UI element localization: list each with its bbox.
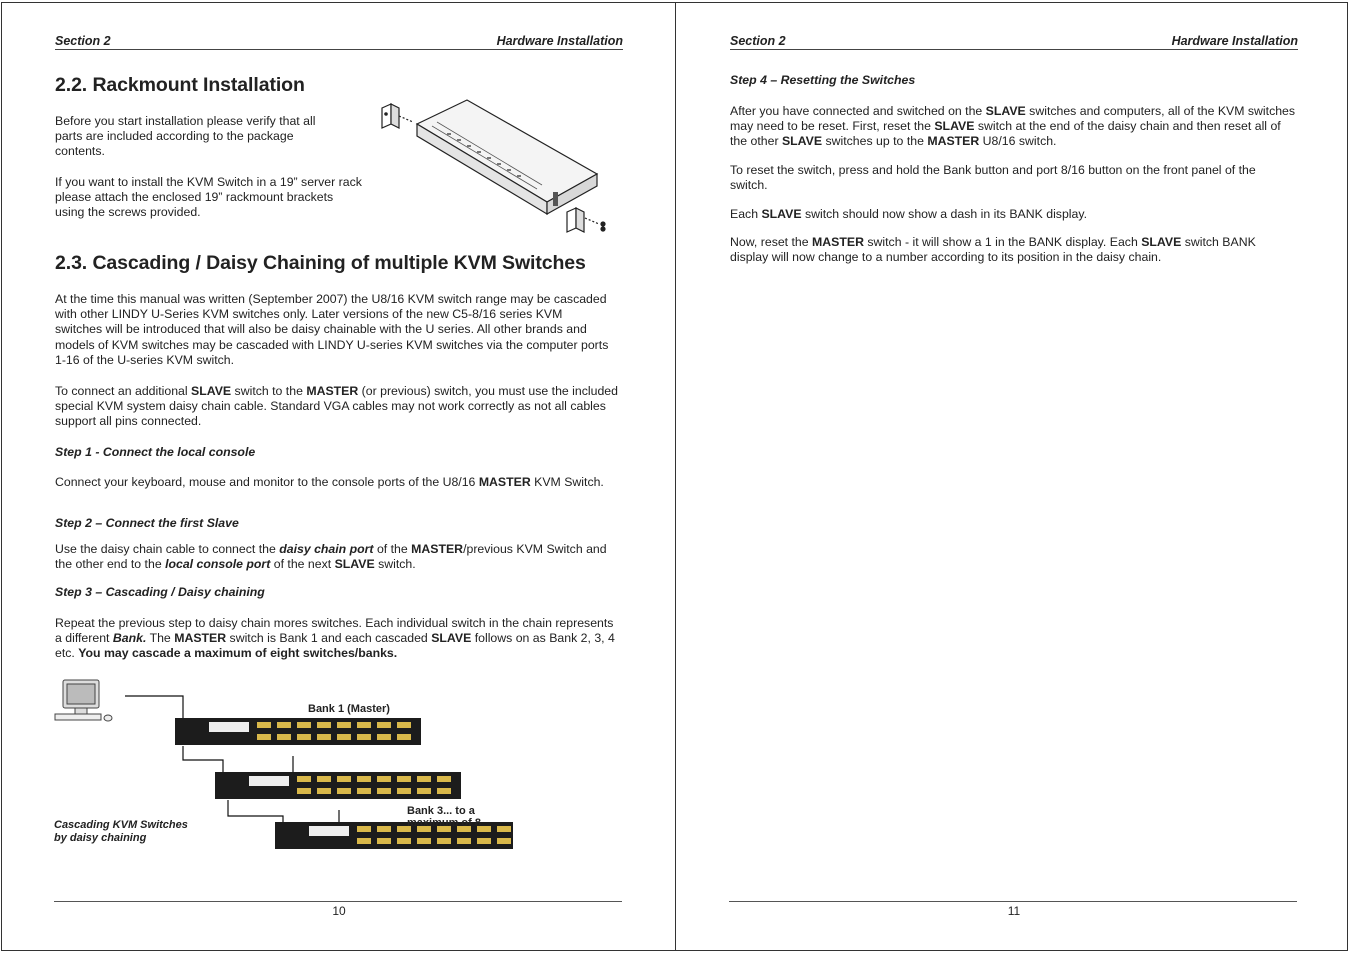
step-1-paragraph: Connect your keyboard, mouse and monitor to the console ports of the U8/16 MASTER KVM Switch. [55,475,604,489]
heading-rackmount: 2.2. Rackmount Installation [55,74,305,96]
step-1-heading: Step 1 - Connect the local console [55,445,256,459]
bank-3-label: Bank 3... to a maximum of 8 [407,805,481,829]
page-number: 11 [1007,904,1021,918]
header-title: Hardware Installation [496,34,623,48]
reset-paragraph-2: To reset the switch, press and hold the Bank button and port 8/16 button on the front panel of the switch. [730,163,1256,193]
cascading-paragraph-2: To connect an additional SLAVE switch to the MASTER (or previous) switch, you must use the included special KVM system daisy chain cable. Standard VGA cables may not work correctly as not all cables support all pins connected. [55,384,618,429]
figure-caption-line-1: Cascading KVM Switches [54,819,188,831]
footer-rule [54,901,622,902]
step-4-heading: Step 4 – Resetting the Switches [730,73,916,87]
running-header [730,34,1298,50]
rack-paragraph-2: If you want to install the KVM Switch in a 19” server rack please attach the enclosed 19” rackmount brackets using the screws provided. [55,175,362,220]
cascade-illustration [53,676,513,856]
step-3-heading: Step 3 – Cascading / Daisy chaining [55,585,265,599]
rackmount-illustration [377,94,627,234]
figure-caption-line-2: by daisy chaining [54,832,147,844]
step-2-paragraph: Use the daisy chain cable to connect the daisy chain port of the MASTER/previous KVM Switch and the other end to the local console port of the next SLAVE switch. [55,542,607,572]
right-page [730,0,1298,954]
header-section: Section 2 [55,34,111,48]
reset-paragraph-4: Now, reset the MASTER switch - it will show a 1 in the BANK display. Each SLAVE switch BANK display will now change to a number according to its position in the daisy chain. [730,235,1256,265]
bank-1-label: Bank 1 (Master) [308,703,390,715]
left-page [55,0,623,954]
page-number: 10 [332,904,346,918]
header-title: Hardware Installation [1171,34,1298,48]
step-2-heading: Step 2 – Connect the first Slave [55,516,239,530]
heading-cascading: 2.3. Cascading / Daisy Chaining of multiple KVM Switches [55,252,586,274]
page-divider [675,2,676,951]
cascading-paragraph-1: At the time this manual was written (September 2007) the U8/16 KVM switch range may be cascaded with other LINDY U-Series KVM switches only. Later versions of the new C5-8/16 series KVM switches will be introduced that will also be daisy chainable with the U series. All other brands and models of KVM switches may be cascaded with LINDY U-series KVM switches via the computer ports 1-16 of the U-series KVM switch. [55,292,609,367]
footer-rule [729,901,1297,902]
header-section: Section 2 [730,34,786,48]
running-header [55,34,623,50]
rack-paragraph-1: Before you start installation please verify that all parts are included according to the package contents. [55,114,316,159]
step-3-paragraph: Repeat the previous step to daisy chain mores switches. Each individual switch in the chain represents a different Bank. The MASTER switch is Bank 1 and each cascaded SLAVE follows on as Bank 2, 3, 4 etc. You may cascade a maximum of eight switches/banks. [55,616,615,661]
reset-paragraph-1: After you have connected and switched on the SLAVE switches and computers, all of the KVM switches may need to be reset. First, reset the SLAVE switch at the end of the daisy chain and then reset all of the other SLAVE switches up to the MASTER U8/16 switch. [730,104,1296,149]
reset-paragraph-3: Each SLAVE switch should now show a dash in its BANK display. [730,207,1088,221]
